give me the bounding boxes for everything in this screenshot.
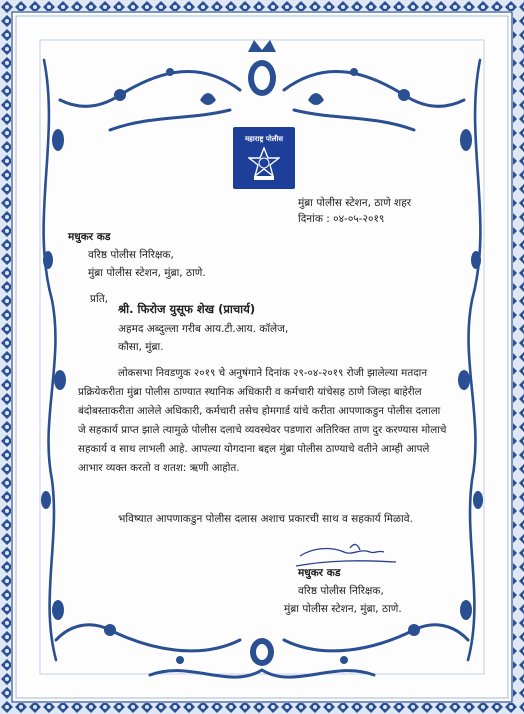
signature-address: मुंब्रा पोलीस स्टेशन, मुंब्रा, ठाणे. [284,603,402,615]
signature-name: मधुकर कड [298,567,341,579]
sender-name: मधुकर कड [68,231,111,243]
closing-line: भविष्यात आपणाकडुन पोलीस दलास अशाच प्रकारची साथ व सहकार्य मिळावे. [118,513,413,525]
recipient-name: श्री. फिरोज युसूफ शेख (प्राचार्य) [118,302,256,316]
signature-designation: वरिष्ठ पोलीस निरिक्षक, [298,585,384,597]
body-paragraph: लोकसभा निवडणुक २०१९ चे अनुषंगाने दिनांक २९-०४-२०१९ रोजी झालेल्या मतदान प्रक्रियेकरीता मुंब्रा पोलीस ठाण्यात स्थानिक अधिकारी व कर्मचारी यांचेसह ठाणे जिल्हा बाहेरील बंदोबस्ताकरीता आलेले अधिकारी, कर्मचारी तसेच होमगार्ड यांचे करीता आपणाकडुन पोलीस दलाला जे सहकार्य प्राप्त झाले त्यामुळे पोलीस दलाचे व्यवस्थेवर पडणारा अतिरिक्त ताण दुर करण्यास मोलाचे सहकार्य व साथ लाभली आहे. आपल्या योगदाना बद्दल मुंब्रा पोलीस ठाण्याचे वतीने आम्ही आपले आभार व्यक्त करतो व शतश: ऋणी आहोत. [78,367,447,474]
police-star-emblem-icon [248,147,280,181]
signature-scribble [296,544,396,566]
prati-label: प्रति, [90,293,109,305]
sender-designation: वरिष्ठ पोलीस निरिक्षक, [88,249,174,261]
logo-title: महाराष्ट्र पोलीस [245,135,283,143]
police-logo [233,127,295,189]
letter-date: दिनांक : ०४-०५-२०१९ [298,213,385,225]
sender-address: मुंब्रा पोलीस स्टेशन, मुंब्रा, ठाणे. [88,267,206,279]
station-city: मुंब्रा पोलीस स्टेशन, ठाणे शहर [298,197,412,209]
top-crown-ornament [248,40,276,96]
recipient-institution: अहमद अब्दुल्ला गरीब आय.टी.आय. कॉलेज, [118,323,289,335]
recipient-place: कौसा, मुंब्रा. [118,341,164,353]
